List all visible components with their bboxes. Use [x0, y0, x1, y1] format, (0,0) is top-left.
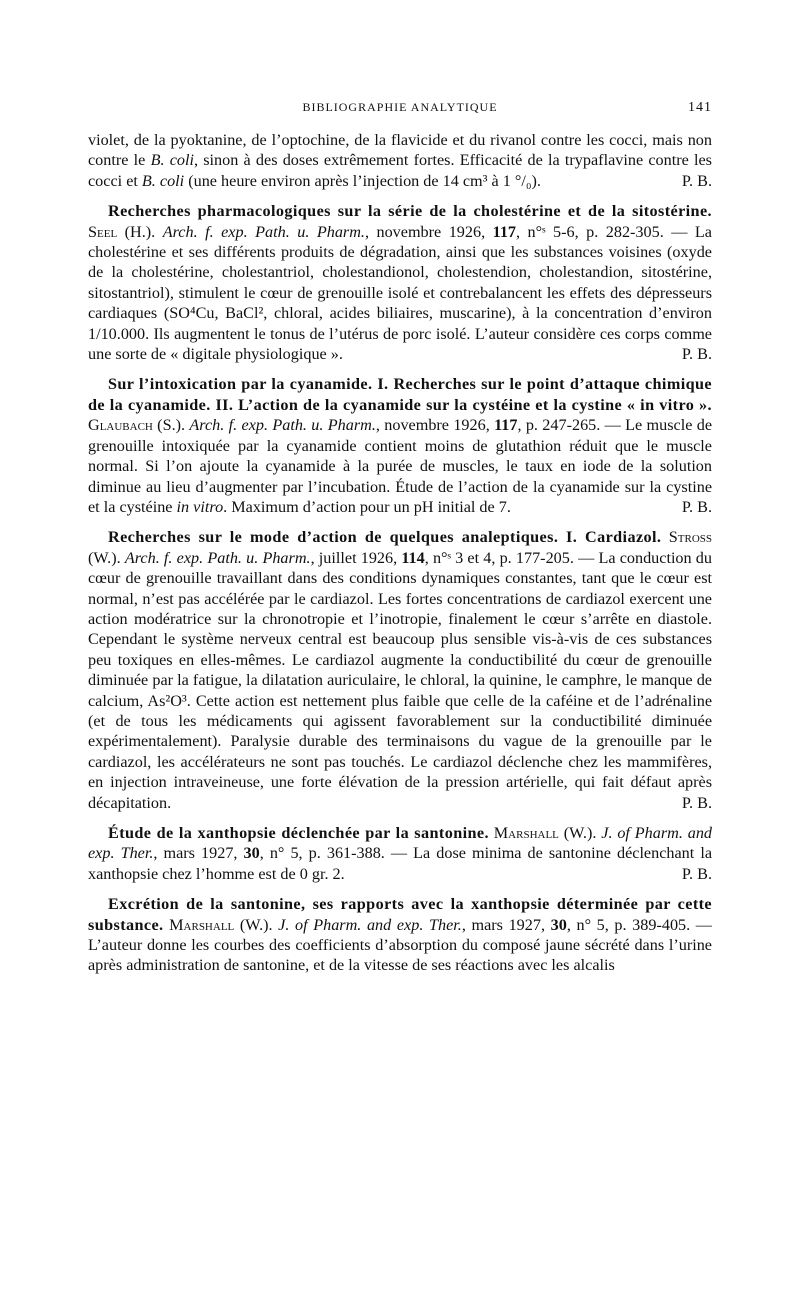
publication-date: , novembre 1926,: [375, 416, 495, 435]
issue-pages: , n°ˢ 3 et 4, p. 177-205.: [424, 548, 574, 567]
author-name: Marshall: [493, 824, 559, 842]
volume-number: 117: [492, 222, 517, 241]
publication-date: , novembre 1926,: [364, 222, 493, 241]
publication-date: , mars 1927,: [153, 844, 244, 863]
continuation-text: , sinon à des doses extrêmement fortes. Efficacité de la trypaflavine contre les cocci et: [88, 151, 712, 190]
abstract-entry: [88, 527, 712, 813]
abstract-text: — La conduction du cœur de grenouille travaillant dans des conditions dynamiques constantes, tant que le cœur est normal, n’est pas accélérée par le cardiazol. Les fortes concentrations de cardiazol exercent une action modératrice sur la chronotropie et l’inotropie, finalement le cœur s’arrête en diastole. Cependant le système nerveux central est beaucoup plus sensible vis-à-vis de ces substances peu toxiques en elles-mêmes. Le cardiazol augmente la conductibilité du cœur de grenouille diminuée par la fatigue, la dilatation auriculaire, le chloral, la quinine, le camphre, le manque de calcium, As²O³. Cette action est nettement plus faible que celle de la caféine et de l’adrénaline (et de tous les médicaments qui agissent favorablement sur la conductibilité diminuée expérimentalement). Paralysie durable des terminaisons du vague de la grenouille par le cardiazol, les accélérateurs ne sont pas touchés. Le cardiazol déclenche chez les mammifères, en injection intraveineuse, une forte élévation de la pression artérielle, qui fait défaut après décapitation.: [88, 548, 712, 812]
author-name: Marshall: [169, 915, 235, 934]
volume-number: 117: [494, 416, 518, 435]
organism-name: B. coli: [141, 171, 185, 190]
abstract-entry: [88, 894, 712, 976]
abstract-text: . Maximum d’action pour un pH initial de 7.: [223, 497, 511, 516]
abstract-entry: [88, 823, 712, 884]
signature: P. B.: [681, 345, 712, 364]
author-initial: (S.).: [152, 416, 190, 435]
issue-pages: , n° 5, p. 389-405.: [566, 915, 691, 934]
entry-title: Recherches pharmacologiques sur la série de la cholestérine et de la sitostérine.: [108, 202, 712, 221]
abstract-text: — La dose minima de santonine déclenchant la xanthopsie chez l’homme est de 0 gr. 2.: [88, 844, 713, 883]
author-initial: (W.).: [234, 915, 279, 934]
abstract-entry: [88, 201, 712, 364]
journal-name: J. of Pharm. and exp. Ther.: [278, 915, 462, 934]
author-initial: (H.).: [117, 222, 163, 241]
page-body: [88, 130, 712, 976]
author-name: Stross: [668, 528, 713, 547]
signature: P. B.: [681, 171, 712, 190]
author-name: Seel: [88, 222, 118, 241]
author-initial: (W.).: [88, 548, 125, 567]
journal-name: Arch. f. exp. Path. u. Pharm.: [189, 416, 376, 435]
in-vitro-term: in vitro: [176, 497, 224, 516]
publication-date: , mars 1927,: [461, 915, 551, 934]
entry-title: Étude de la xanthopsie déclenchée par la santonine.: [108, 824, 489, 842]
running-title: BIBLIOGRAPHIE ANALYTIQUE: [302, 100, 498, 114]
volume-number: 30: [243, 844, 260, 863]
abstract-text: — Le muscle de grenouille intoxiquée par la cyanamide contient moins de glutathion réduit que le muscle normal. Si l’on ajoute la cyanamide à la purée de muscles, le taux en iode de la solution diminue au lieu d’augmenter par l’incubation. Étude de l’action de la cyanamide sur la cystine et la cystéine: [88, 416, 713, 516]
entry-title: Sur l’intoxication par la cyanamide. I. Recherches sur le point d’attaque chimique de la cyanamide. II. L’action de la cyanamide sur la cystéine et la cystine « in vitro ».: [88, 375, 712, 414]
volume-number: 114: [401, 548, 425, 567]
author-name: Glaubach: [88, 416, 153, 435]
volume-number: 30: [550, 915, 567, 934]
abstract-entry: [88, 374, 712, 517]
journal-name: Arch. f. exp. Path. u. Pharm.: [162, 222, 365, 241]
signature: P. B.: [681, 864, 712, 883]
abstract-text: — La cholestérine et ses différents produits de dégradation, ainsi que les substances voisines (oxyde de la cholestérine, cholestantriol, cholestandionol, cholestendion, cholestandion, sitostérine, sitostantriol), stimulent le cœur de grenouille isolé et contrebalancent les effets des dépresseurs cardiaques (SO⁴Cu, BaCl², chloral, acides biliaires, muscarine), à la concentration d’environ 1/10.000. Ils augmentent le tonus de l’utérus de porc isolé. L’auteur considère ces corps comme une sorte de « digitale physiologique ».: [88, 222, 712, 364]
issue-pages: , p. 247-265.: [517, 416, 601, 435]
continuation-paragraph: [88, 130, 712, 191]
signature: P. B.: [681, 793, 712, 812]
issue-pages: , n°ˢ 5-6, p. 282-305.: [516, 222, 664, 241]
entry-title: Recherches sur le mode d’action de quelques analeptiques. I. Cardiazol.: [108, 528, 662, 547]
publication-date: , juillet 1926,: [310, 548, 402, 567]
author-initial: (W.).: [558, 824, 602, 842]
continuation-text: (une heure environ après l’injection de 14 cm³ à 1 °/₀).: [184, 171, 541, 190]
signature: P. B.: [681, 497, 712, 516]
abstract-text: — L’auteur donne les courbes des coefficients d’absorption du composé jaune sécrété dans l’urine après administration de santonine, et de la vitesse de ses réactions avec les alcalis: [88, 915, 712, 975]
issue-pages: , n° 5, p. 361-388.: [259, 844, 385, 863]
page-number: 141: [688, 100, 712, 115]
journal-name: J. of Pharm. and exp. Ther.: [88, 824, 713, 863]
organism-name: B. coli: [150, 151, 194, 170]
journal-name: Arch. f. exp. Path. u. Pharm.: [124, 548, 311, 567]
running-header: [88, 100, 712, 120]
continuation-text: violet, de la pyoktanine, de l’optochine, de la flavicide et du rivanol contre les cocci, mais non contre le: [88, 131, 712, 170]
entry-title: Excrétion de la santonine, ses rapports avec la xanthopsie déterminée par cette substance.: [88, 895, 712, 934]
